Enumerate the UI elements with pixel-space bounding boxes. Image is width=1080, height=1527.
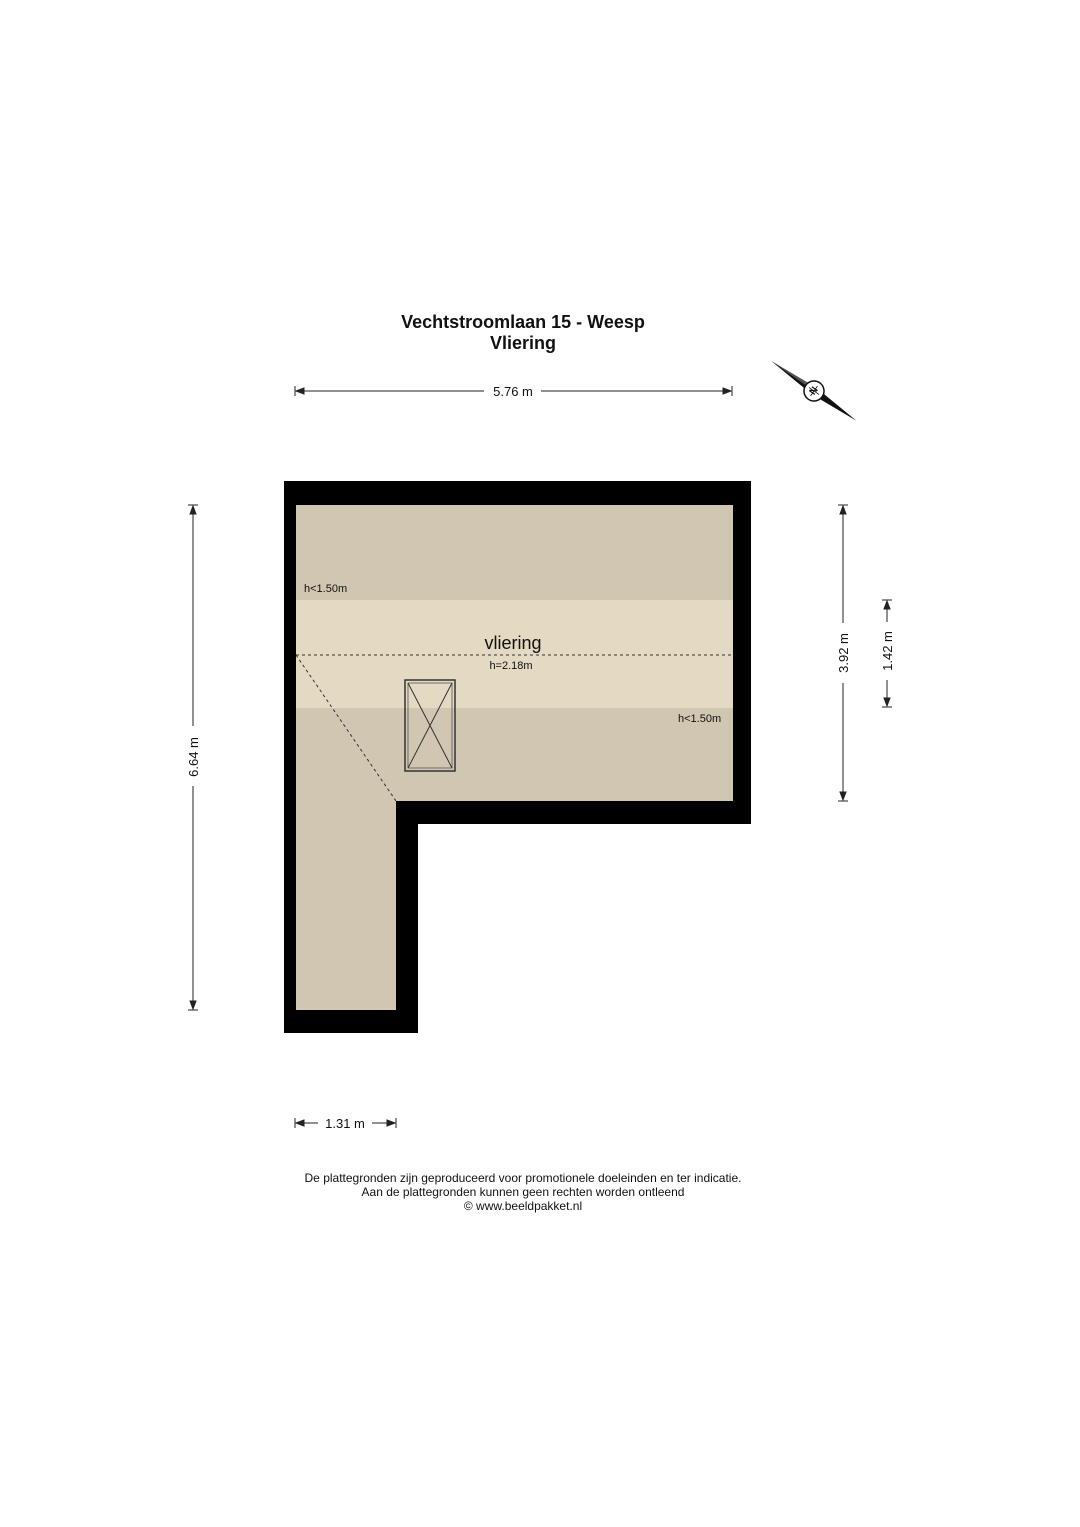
disclaimer-line-2: Aan de plattegronden kunnen geen rechten worden ontleend — [361, 1185, 685, 1199]
dimension-top-width-label: 5.76 m — [493, 384, 533, 399]
dimension-left-height-label: 6.64 m — [186, 737, 201, 777]
room-height-low-right: h<1.50m — [678, 713, 722, 725]
disclaimer-line-1: De plattegronden zijn geproduceerd voor promotionele doeleinden en ter indicatie. — [304, 1171, 742, 1185]
full-height-band — [296, 600, 733, 708]
dimension-right-height-label: 3.92 m — [836, 633, 851, 673]
room-height-low-left: h<1.50m — [304, 583, 348, 595]
plan-address-title: Vechtstroomlaan 15 - Weesp — [401, 312, 645, 332]
dimension-bottom-width-label: 1.31 m — [325, 1116, 365, 1131]
room-label: vliering — [484, 633, 542, 653]
room-height-main: h=2.18m — [489, 660, 533, 672]
compass-north-label: N — [807, 384, 821, 398]
floor-name-title: Vliering — [489, 333, 556, 353]
copyright-line: © www.beeldpakket.nl — [463, 1199, 583, 1213]
floor-area — [296, 505, 733, 1010]
dimension-band-height-label: 1.42 m — [880, 631, 895, 671]
